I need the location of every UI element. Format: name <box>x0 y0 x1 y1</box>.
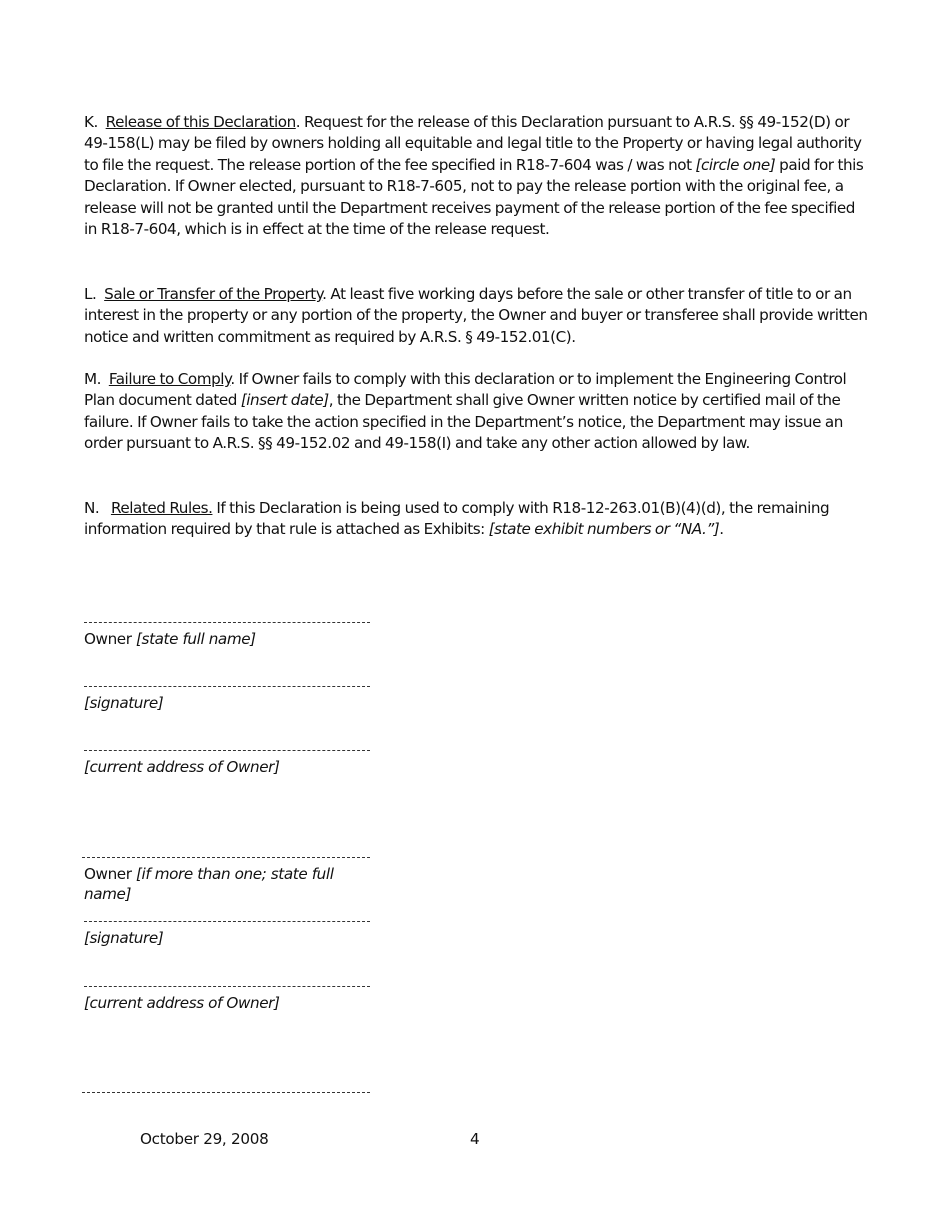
owner2-signature-block <box>84 921 374 948</box>
section-k-prefix: K. <box>84 113 98 131</box>
owner1-name-line <box>84 622 370 623</box>
section-k-title: Release of this Declaration <box>105 113 296 131</box>
section-n-prefix: N. <box>84 499 100 517</box>
section-n-related-rules <box>84 498 868 541</box>
section-m-failure-to-comply <box>84 369 868 455</box>
owner1-signature-block <box>84 686 374 713</box>
owner2-address-label: [current address of Owner] <box>84 994 280 1012</box>
owner1-address-label: [current address of Owner] <box>84 758 280 776</box>
owner1-signature-label: [signature] <box>84 694 164 712</box>
owner2-address-line <box>84 986 370 987</box>
owner2-address-block <box>84 986 374 1013</box>
section-l-title: Sale or Transfer of the Property <box>104 285 323 303</box>
section-k-text-2: paid for this Declaration. If Owner elected, pursuant to R18-7-605, not to pay the release portion with the original fee, a release will not be granted until the Department receives payment of the release portion of the fee specified in R18-7-604, which is in effect at the time of the release request. <box>84 155 864 239</box>
owner1-address-line <box>84 750 370 751</box>
section-m-italic: [insert date] <box>240 391 329 410</box>
section-n-italic: [state exhibit numbers or “NA.”] <box>488 520 720 539</box>
owner1-prefix: Owner <box>84 630 137 648</box>
owner2-prefix: Owner <box>84 865 137 883</box>
section-l-text-1: . At least five working days before the sale or other transfer of title to or an interest in the property or any portion of the property, the Owner and buyer or transferee shall provide written notice and written commitment as required by A.R.S. § 49-152.01(C). <box>84 285 868 346</box>
section-k-italic: [circle one] <box>695 155 776 174</box>
owner1-name-block <box>84 622 374 649</box>
section-l-prefix: L. <box>84 285 97 303</box>
trailing-signature-line <box>82 1092 370 1093</box>
owner2-name-line <box>82 857 370 858</box>
owner1-name-label: [state full name] <box>136 630 256 648</box>
section-m-text-2: , the Department shall give Owner written notice by certified mail of the failure. If Owner fails to take the action specified in the Department’s notice, the Department may issue an order pursuant to A.R.S. §§ 49-152.02 and 49-158(I) and take any other action allowed by law. <box>84 391 843 453</box>
section-n-title: Related Rules. <box>110 499 213 517</box>
section-m-text-1: . If Owner fails to comply with this declaration or to implement the Engineering Control Plan document dated <box>84 370 847 410</box>
footer-page-number: 4 <box>470 1130 480 1148</box>
section-m-prefix: M. <box>84 370 102 388</box>
section-k-release <box>84 112 868 240</box>
footer-date: October 29, 2008 <box>140 1130 269 1148</box>
owner2-signature-line <box>84 921 370 922</box>
section-n-text-1: If this Declaration is being used to comply with R18-12-263.01(B)(4)(d), the remaining information required by that rule is attached as Exhibits: <box>84 499 830 539</box>
owner2-name-block <box>84 857 374 904</box>
owner1-signature-line <box>84 686 370 687</box>
section-n-text-2: . <box>719 520 724 539</box>
section-k-text-1: . Request for the release of this Declaration pursuant to A.R.S. §§ 49-152(D) or 49-158(L) may be filed by owners holding all equitable and legal title to the Property or having legal authority to file the request. The release portion of the fee specified in R18-7-604 was / was not <box>84 113 862 174</box>
owner2-name-label: [if more than one; state full name] <box>84 865 334 903</box>
trailing-signature-block <box>84 1092 374 1099</box>
owner1-address-block <box>84 750 374 777</box>
section-l-sale-transfer <box>84 284 868 348</box>
owner2-signature-label: [signature] <box>84 929 164 947</box>
section-m-title: Failure to Comply <box>108 370 231 388</box>
